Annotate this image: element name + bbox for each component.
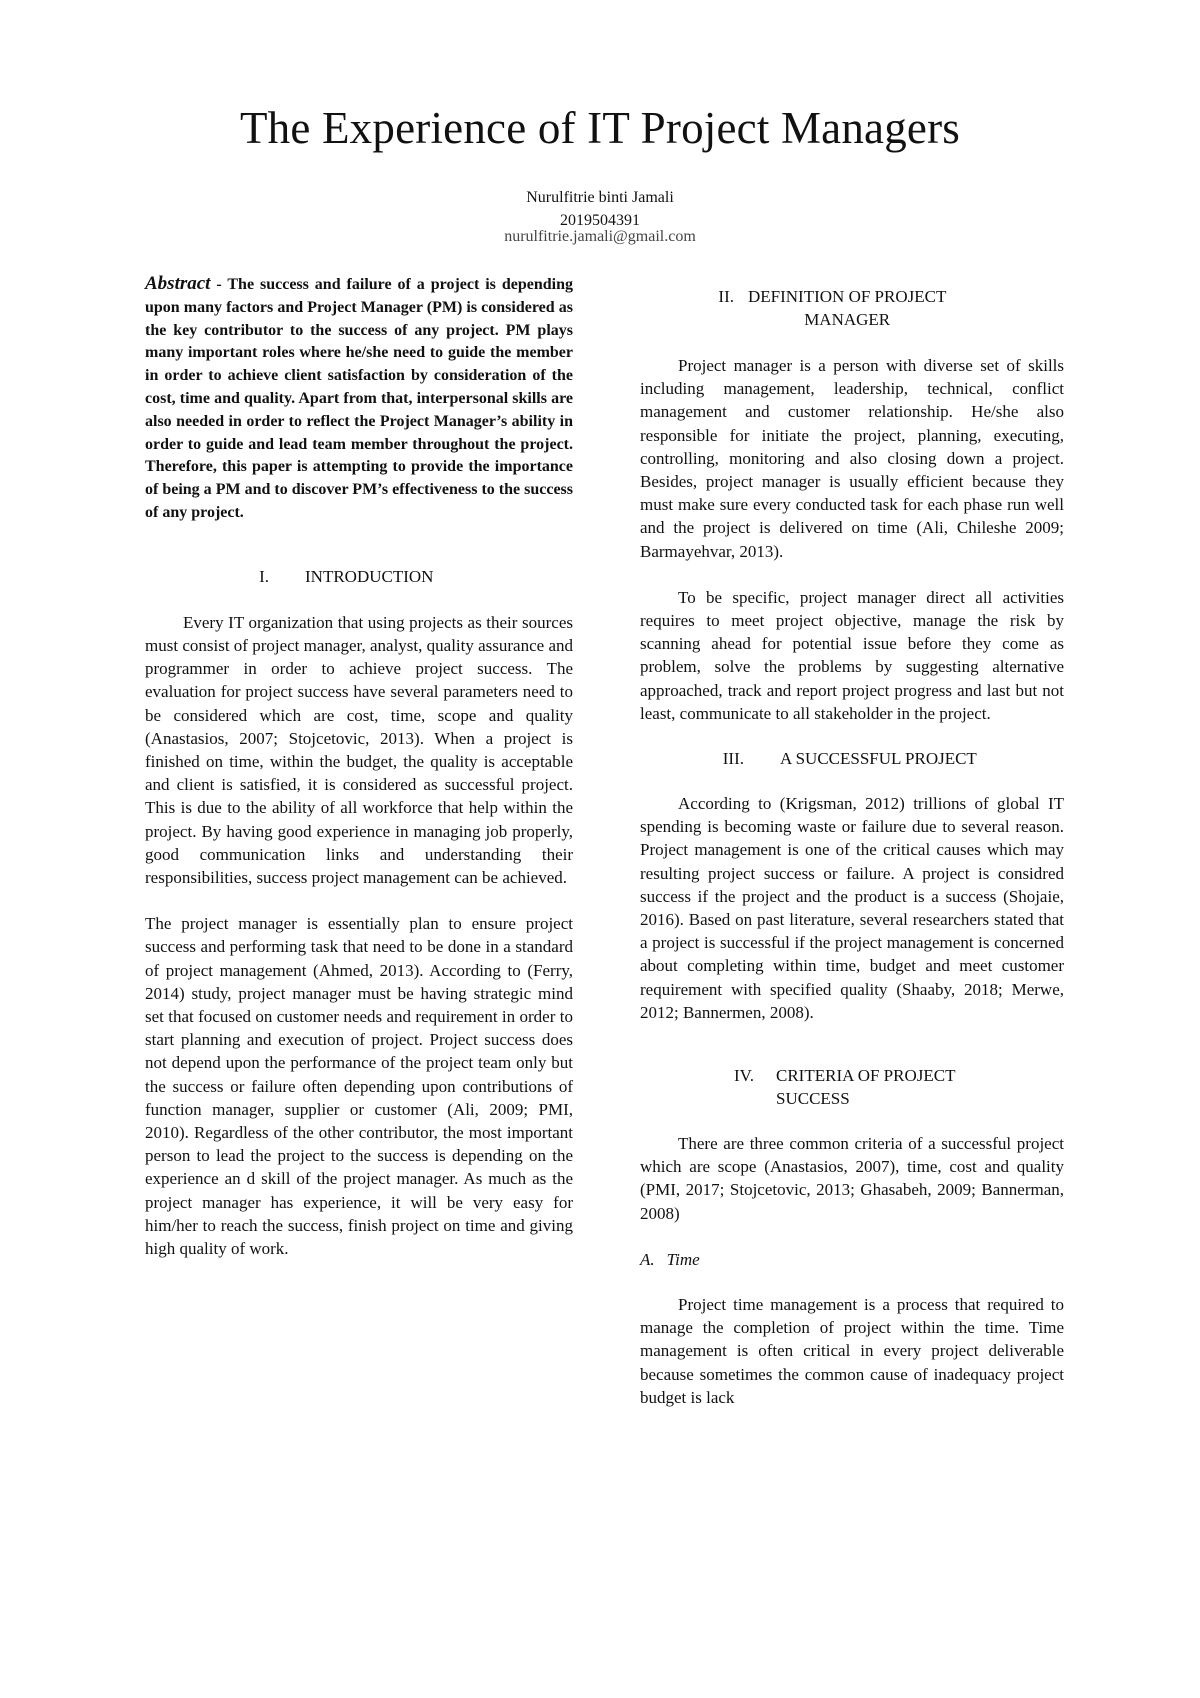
time-paragraph: Project time management is a process that required to manage the completion of project within the time. Time management is often critical in every project deliverable because sometimes the common cause of inadequacy project budget is lack [640,1294,1064,1407]
successful-project-paragraph: According to (Krigsman, 2012) trillions of global IT spending is becoming waste or failure due to several reason. Project management is one of the critical causes which may resulting project success or failure. A project is considred success if the project and the product is a success (Shojaie, 2016). Based on past literature, several researchers stated that a project is successful if the project management is concerned about completing within time, budget and meet customer requirement with specified quality (Shaaby, 2018; Merwe, 2012; Bannermen, 2008). [640,794,1064,1022]
section-title: A SUCCESSFUL PROJECT [780,749,977,769]
author-name: Nurulfitrie binti Jamali [526,189,674,206]
section-title [734,285,946,331]
abstract [145,273,573,525]
section-title-line-1: DEFINITION OF PROJECT [748,287,947,306]
definition-paragraph-1: Project manager is a person with diverse set of skills including management, leadership, technical, conflict management and customer relationship. He/she also responsible for initiate the project, planning, executing, controlling, monitoring and also closing down a project. Besides, project manager is usually efficient because they must make sure every conducted task for each phase run well and the project is delivered on time (Ali, Chileshe 2009; Barmayehvar, 2013). [640,356,1064,561]
section-heading-successful-project [640,747,1064,770]
subsection-label: A. [640,1249,655,1269]
section-title: INTRODUCTION [305,566,434,586]
introduction-paragraph-1: Every IT organization that using projects as their sources must consist of project manager, analyst, quality assurance and programmer in order to achieve project success. The evaluation for project success have several parameters need to be considered which are cost, time, scope and quality (Anastasios, 2007; Stojcetovic, 2013). When a project is finished on time, within the budget, the quality is acceptable and client is satisfied, it is considered as successful project. This is due to the ability of all workforce that help within the project. By having good experience in managing job properly, good communication links and understanding their responsibilities, success project management can be achieved. [145,612,573,887]
definition-paragraph-2: To be specific, project manager direct all activities requires to meet project objective, manage the risk by scanning ahead for potential issue before they come as problem, solve the problems by suggesting alternative approached, track and report project progress and last but not least, communicate to all stakeholder in the project. [640,587,1064,723]
section-heading-criteria [640,1064,1064,1110]
section-title-line-1: CRITERIA OF PROJECT [776,1066,956,1086]
abstract-lead: Abstract [145,273,211,294]
right-column [640,273,1064,1409]
abstract-text: - The success and failure of a project is depending upon many factors and Project Manager (PM) is considered as the key contributor to the success of any project. PM plays many important roles where he/she need to guide the member in order to achieve client satisfaction by consideration of the cost, time and quality. Apart from that, interpersonal skills are also needed in order to reflect the Project Manager’s ability in order to guide and lead team member throughout the project. Therefore, this paper is attempting to provide the importance of being a PM and to discover PM’s effectiveness to the success of any project. [145,276,573,521]
section-title [754,1064,955,1110]
subsection-heading-time [640,1248,1064,1271]
left-column [145,273,573,1260]
subsection-title: Time [666,1249,700,1269]
section-title-line-2: MANAGER [804,310,891,329]
section-heading-definition [640,285,1064,331]
section-number: III. [722,749,744,769]
section-heading-introduction [145,565,573,588]
introduction-paragraph-2: The project manager is essentially plan to ensure project success and performing task that need to be done in a standard of project management (Ahmed, 2013). According to (Ferry, 2014) study, project manager must be having strategic mind set that focused on customer needs and requirement in order to start planning and execution of project. Project success does not depend upon the performance of the project team only but the success or failure often depending upon contributions of function manager, supplier or customer (Ali, 2009; PMI, 2010). Regardless of the other contributor, the most important person to lead the project to the success is depending on the experience an d skill of the project manager. As much as the project manager has experience, it will be very easy for him/her to reach the success, finish project on time and giving high quality of work. [145,914,573,1259]
author-student-id: 2019504391 [560,212,640,229]
author-email: nurulfitrie.jamali@gmail.com [504,228,696,245]
section-number: IV. [734,1066,754,1086]
section-number: II. [718,287,734,306]
criteria-paragraph: There are three common criteria of a successful project which are scope (Anastasios, 2007), time, cost and quality (PMI, 2017; Stojcetovic, 2013; Ghasabeh, 2009; Bannerman, 2008) [640,1134,1064,1223]
section-number: I. [259,566,269,586]
paper-title: The Experience of IT Project Managers [239,103,961,153]
section-title-line-2: SUCCESS [776,1089,850,1109]
